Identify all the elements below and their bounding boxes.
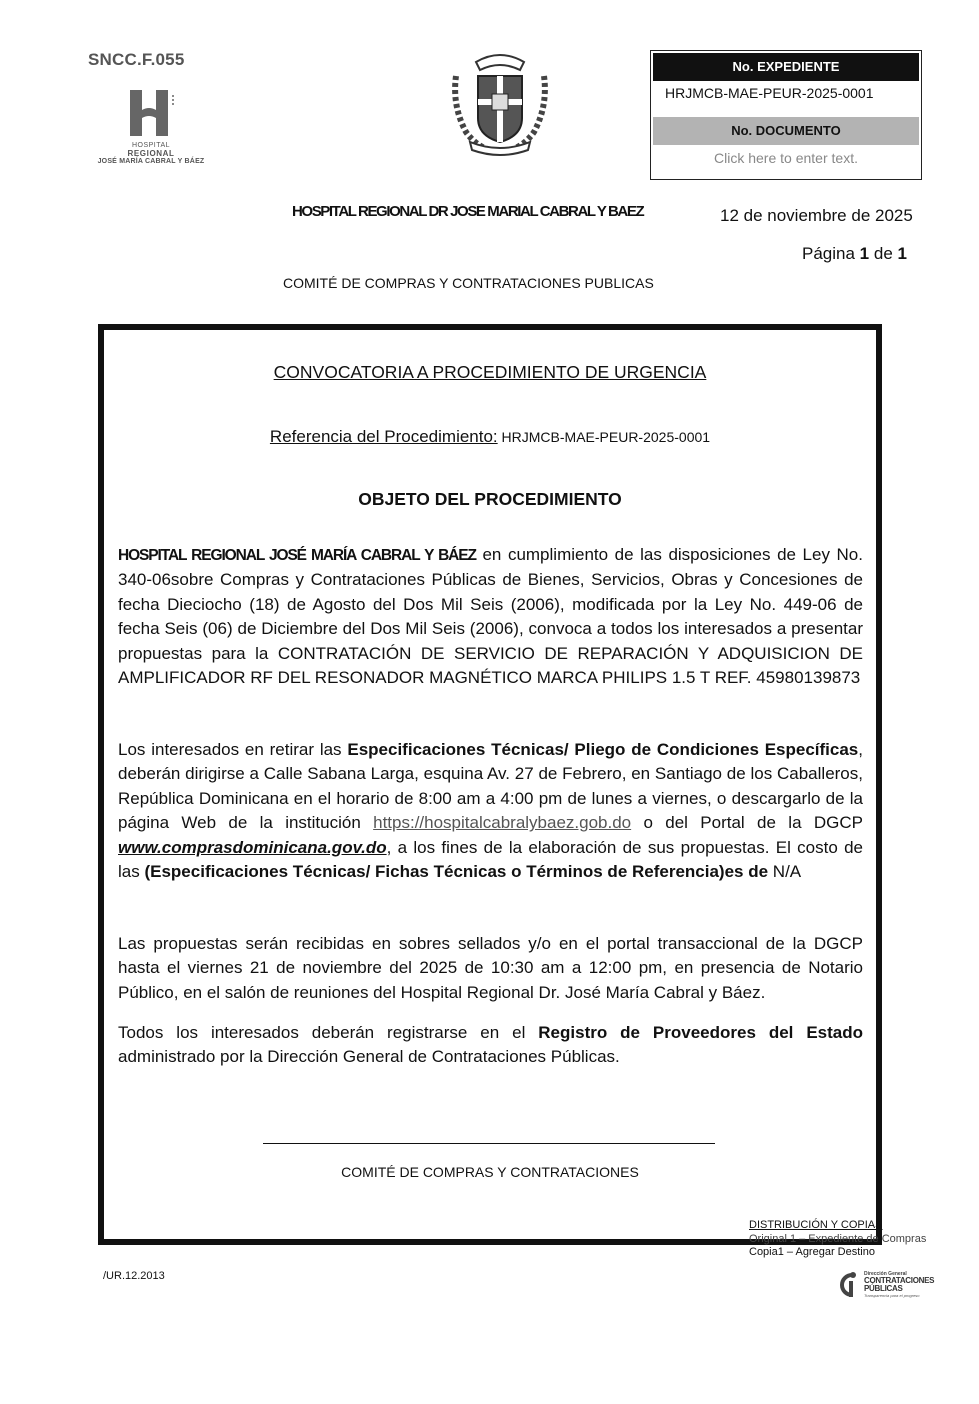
- dgcp-line1: Dirección General: [864, 1271, 907, 1277]
- logo-line2: REGIONAL: [127, 149, 175, 158]
- dgcp-portal-link[interactable]: www.comprasdominicana.gov.do: [118, 837, 387, 857]
- expediente-value: HRJMCB-MAE-PEUR-2025-0001: [665, 85, 874, 101]
- hospital-name: HOSPITAL REGIONAL DR JOSE MARIAL CABRAL Y BAEZ: [292, 203, 644, 220]
- documento-field[interactable]: Click here to enter text.: [714, 150, 858, 166]
- revision-code: /UR.12.2013: [103, 1270, 165, 1282]
- p2-specs-bold: Especificaciones Técnicas/ Pliego de Condiciones Específicas: [347, 740, 859, 759]
- distribution-line1: Original 1 – Expediente de Compras: [749, 1233, 927, 1245]
- expediente-box: [650, 50, 922, 180]
- p4-text-c: administrado por la Dirección General de Contrataciones Públicas.: [118, 1047, 620, 1067]
- page-prefix: Página: [802, 244, 860, 263]
- dgcp-logo-icon: [836, 1269, 862, 1301]
- signature-line: [263, 1143, 715, 1144]
- p4-registry-bold: Registro de Proveedores del Estado: [538, 1023, 863, 1042]
- expediente-label: No. EXPEDIENTE: [653, 53, 919, 81]
- committee-header: COMITÉ DE COMPRAS Y CONTRATACIONES PUBLICAS: [283, 275, 654, 291]
- dgcp-line3: Transparencia para el progreso: [864, 1293, 920, 1298]
- documento-label: No. DOCUMENTO: [653, 117, 919, 145]
- document-date: 12 de noviembre de 2025: [720, 206, 913, 225]
- distribution-line2: Copia1 – Agregar Destino: [749, 1246, 875, 1258]
- page-total: 1: [897, 244, 907, 263]
- hospital-bold-name: HOSPITAL REGIONAL JOSÉ MARÍA CABRAL Y BÁEZ: [118, 547, 476, 564]
- institution-website-link[interactable]: https://hospitalcabralybaez.gob.do: [373, 813, 632, 833]
- paragraph-specifications: [118, 738, 863, 884]
- p2-text-c: , deberán dirigirse a Calle Sabana Larga, esquina Av. 27 de Febrero, en Santiago de los Caballeros, República Dominicana en el horario de 8:00 am a 4:00 pm de lunes a viernes, o descargarlo de la página Web de la institución: [118, 740, 863, 833]
- page-number: [802, 244, 907, 264]
- paragraph-registration: [118, 1021, 863, 1070]
- p2-text-d: o del Portal de la DGCP: [631, 813, 863, 833]
- p2-text-a: Los interesados en retirar las: [118, 740, 348, 759]
- p2-cost-value: N/A: [768, 862, 802, 882]
- dgcp-logo: [836, 1269, 935, 1301]
- p2-text-e: , a los fines de la elaboración de sus propuestas. El costo de las: [118, 837, 863, 882]
- page-sep: de: [869, 244, 898, 263]
- object-title: OBJETO DEL PROCEDIMIENTO: [358, 489, 622, 509]
- signature-label: COMITÉ DE COMPRAS Y CONTRATACIONES: [341, 1164, 639, 1180]
- coat-of-arms-icon: [446, 46, 554, 158]
- page-current: 1: [859, 244, 870, 263]
- dgcp-line2: CONTRATACIONES PÚBLICAS: [864, 1276, 935, 1293]
- form-code: SNCC.F.055: [88, 50, 185, 69]
- p4-text-a: Todos los interesados deberán registrarse en el: [118, 1023, 539, 1042]
- reference-label: Referencia del Procedimiento:: [269, 427, 498, 446]
- hospital-logo: [86, 88, 216, 165]
- paragraph-object: [118, 543, 863, 690]
- hospital-h-logo-icon: [116, 88, 186, 140]
- paragraph-reception: Las propuestas serán recibidas en sobres sellados y/o en el portal transaccional de la DGCP hasta el viernes 21 de noviembre del 2025 de 10:30 am a 12:00 pm, en presencia de Notario Público, en el salón de reuniones del Hospital Regional Dr. José María Cabral y Báez.: [118, 934, 863, 1002]
- p2-cost-bold: (Especificaciones Técnicas/ Fichas Técnicas o Términos de Referencia)es de: [144, 862, 769, 882]
- distribution-title: DISTRIBUCIÓN Y COPIAS: [749, 1219, 883, 1231]
- document-title: CONVOCATORIA A PROCEDIMIENTO DE URGENCIA: [273, 362, 707, 382]
- reference-value: HRJMCB-MAE-PEUR-2025-0001: [497, 429, 711, 445]
- logo-line1: HOSPITAL: [131, 142, 171, 149]
- logo-line3: JOSÉ MARÍA CABRAL Y BÁEZ: [97, 158, 205, 165]
- procedure-reference: [98, 427, 882, 447]
- paragraph-object-text: en cumplimiento de las disposiciones de Ley No. 340-06sobre Compras y Contrataciones Públicas de Bienes, Servicios, Obras y Concesiones de fecha Dieciocho (18) de Agosto del Dos Mil Seis (2006), modificada por la Ley No. 449-06 de fecha Seis (06) de Diciembre del Dos Mil Seis (2006), convoca a todos los interesados a presentar propuestas para la CONTRATACIÓN DE SERVICIO DE REPARACIÓN Y ADQUISICION DE AMPLIFICADOR RF DEL RESONADOR MAGNÉTICO MARCA PHILIPS 1.5 T REF. 45980139873: [118, 545, 863, 688]
